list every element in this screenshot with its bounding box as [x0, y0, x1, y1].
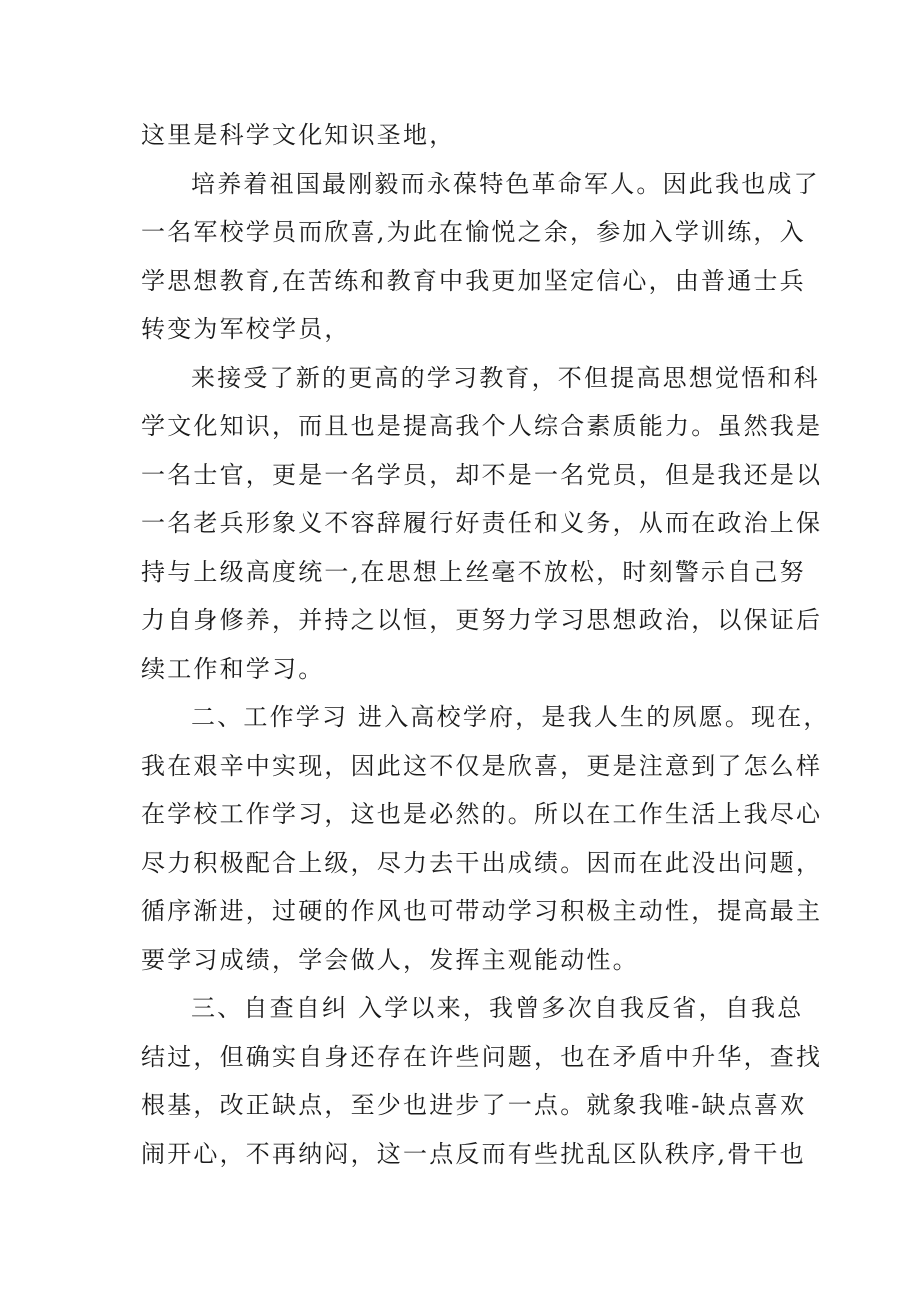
document-body	[141, 111, 830, 1178]
text-line: 持与上级高度统一,在思想上丝毫不放松，时刻警示自己努	[141, 557, 806, 586]
text-line: 在学校工作学习，这也是必然的。所以在工作生活上我尽心	[141, 800, 823, 828]
text-line: 要学习成绩，学会做人，发挥主观能动性。	[141, 945, 639, 974]
text-line: 培养着祖国最刚毅而永葆特色革命军人。因此我也成了	[191, 169, 820, 198]
text-line: 循序渐进，过硬的作风也可带动学习积极主动性，提高最主	[141, 897, 823, 925]
text-line: 我在艰辛中实现，因此这不仅是欣喜，更是注意到了怎么样	[141, 751, 823, 780]
text-line: 学文化知识，而且也是提高我个人综合素质能力。虽然我是	[141, 412, 823, 440]
text-line: 来接受了新的更高的学习教育，不但提高思想觉悟和科	[191, 363, 820, 392]
text-line: 结过，但确实自身还存在许些问题，也在矛盾中升华，查找	[141, 1042, 823, 1071]
text-line: 闹开心，不再纳闷，这一点反而有些扰乱区队秩序,骨干也	[141, 1139, 806, 1168]
text-line: 一名士官，更是一名学员，却不是一名党员，但是我还是以	[141, 460, 823, 489]
text-line: 力自身修养，并持之以恒，更努力学习思想政治，以保证后	[141, 606, 823, 634]
text-line: 这里是科学文化知识圣地，	[141, 121, 456, 149]
text-line: 转变为军校学员，	[141, 315, 351, 343]
text-line: 续工作和学习。	[141, 654, 325, 683]
text-line: 尽力积极配合上级，尽力去干出成绩。因而在此没出问题，	[141, 848, 823, 877]
section-heading-line: 三、自查自纠 入学以来，我曾多次自我反省，自我总	[191, 994, 804, 1022]
text-line: 一名军校学员而欣喜,为此在愉悦之余，参加入学训练，入	[141, 218, 806, 246]
section-heading-line: 二、工作学习 进入高校学府，是我人生的夙愿。现在，	[191, 703, 830, 731]
text-line: 根基，改正缺点，至少也进步了一点。就象我唯-缺点喜欢	[141, 1091, 807, 1119]
text-line: 一名老兵形象义不容辞履行好责任和义务，从而在政治上保	[141, 509, 823, 537]
text-line: 学思想教育,在苦练和教育中我更加坚定信心，由普通士兵	[141, 266, 806, 295]
